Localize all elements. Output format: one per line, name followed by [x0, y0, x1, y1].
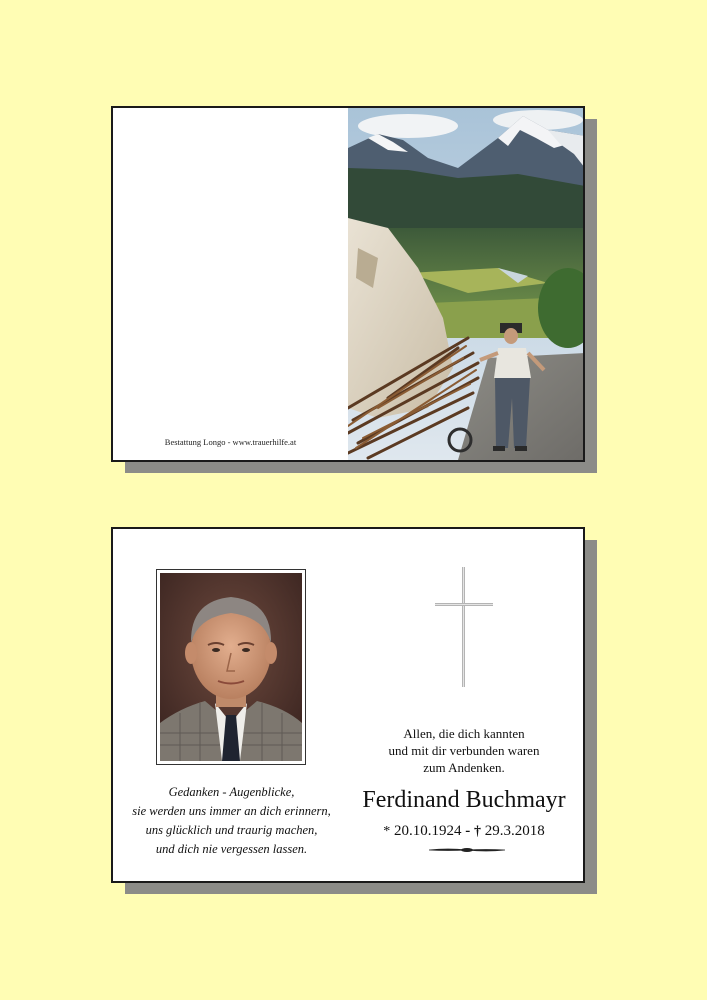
deceased-name: Ferdinand Buchmayr [362, 787, 566, 813]
portrait-frame [156, 569, 306, 765]
death-date: 29.3.2018 [484, 823, 545, 839]
death-symbol: † [474, 824, 481, 839]
poem-line: Gedanken - Augenblicke, [168, 785, 295, 799]
portrait-photo [160, 573, 302, 761]
poem-line: und dich nie vergessen lassen. [155, 842, 308, 856]
cross-icon [435, 567, 493, 687]
verse-line: Allen, die dich kannten [403, 726, 525, 741]
remembrance-verse [353, 725, 575, 776]
inner-card [111, 527, 585, 883]
birth-date: 20.10.1924 [394, 823, 462, 839]
publisher-credit: Bestattung Longo - www.trauerhilfe.at [164, 437, 297, 447]
ornament-divider [429, 846, 505, 854]
front-card [111, 106, 585, 462]
poem [113, 783, 350, 859]
life-dates [353, 823, 575, 840]
verse-line: zum Andenken. [423, 760, 505, 775]
poem-line: sie werden uns immer an dich erinnern, [132, 804, 331, 818]
poem-line: uns glücklich und traurig machen, [145, 823, 318, 837]
date-separator: - [465, 823, 471, 839]
verse-line: und mit dir verbunden waren [388, 743, 540, 758]
birth-symbol: * [383, 824, 391, 839]
landscape-photo [348, 108, 585, 460]
